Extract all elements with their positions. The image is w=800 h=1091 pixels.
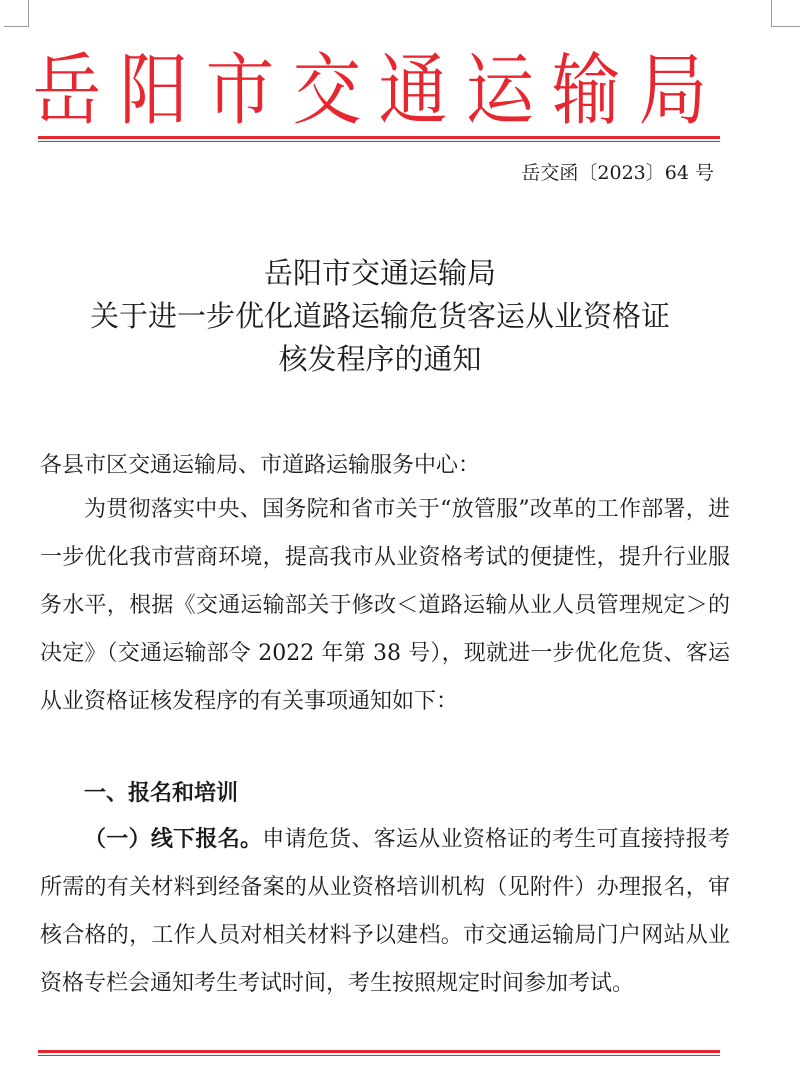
page-corner-mark-top-left: [4, 0, 29, 27]
notice-title-line: 岳阳市交通运输局: [263, 256, 496, 290]
paragraph-body: 申请危货、客运从业资格证的考生可直接持报考所需的有关材料到经备案的从业资格培训机构（见附件）办理报名，审核合格的，工作人员对相关材料予以建档。市交通运输局门户网站从业资格专栏会通知考生考试时间，考生按照规定时间参加考试。: [40, 827, 730, 996]
header-char: 阳: [119, 46, 188, 136]
header-char: 输: [552, 46, 621, 136]
paragraph-text: [40, 816, 730, 1008]
header-red-rule-thin: [38, 141, 720, 142]
document-number: 岳交函〔2023〕64 号: [521, 162, 714, 184]
notice-title-line: 核发程序的通知: [278, 342, 482, 376]
footer-red-rule-thick: [38, 1050, 720, 1053]
salutation: 各县市区交通运输局、市道路运输服务中心：: [40, 453, 481, 478]
footer-red-rule-thin: [38, 1055, 720, 1056]
header-char: 岳: [32, 46, 102, 136]
body-paragraph: [40, 486, 730, 726]
header-red-rule-thick: [38, 136, 720, 139]
header-char: 通: [378, 46, 448, 136]
notice-title: [0, 252, 760, 381]
page-corner-mark-top-right: [771, 0, 800, 27]
body-paragraph: [40, 816, 730, 1008]
header-char: 交: [292, 46, 362, 136]
document-header-title: [0, 46, 800, 136]
section-heading: 一、报名和培训: [84, 781, 239, 806]
header-char: 运: [465, 46, 535, 136]
header-char: 市: [205, 46, 275, 136]
paragraph-text: 为贯彻落实中央、国务院和省市关于“放管服”改革的工作部署，进一步优化我市营商环境，提高我市从业资格考试的便捷性，提升行业服务水平，根据《交通运输部关于修改＜道路运输从业人员管理规定＞的决定》（交通运输部令 2022 年第 38 号），现就进一步优化危货、客运从业资格证核发程序的有关事项通知如下：: [40, 497, 730, 714]
paragraph-lead: （一）线下报名。: [84, 827, 263, 852]
notice-title-line: 关于进一步优化道路运输危货客运从业资格证: [89, 299, 670, 333]
header-char: 局: [638, 46, 708, 136]
